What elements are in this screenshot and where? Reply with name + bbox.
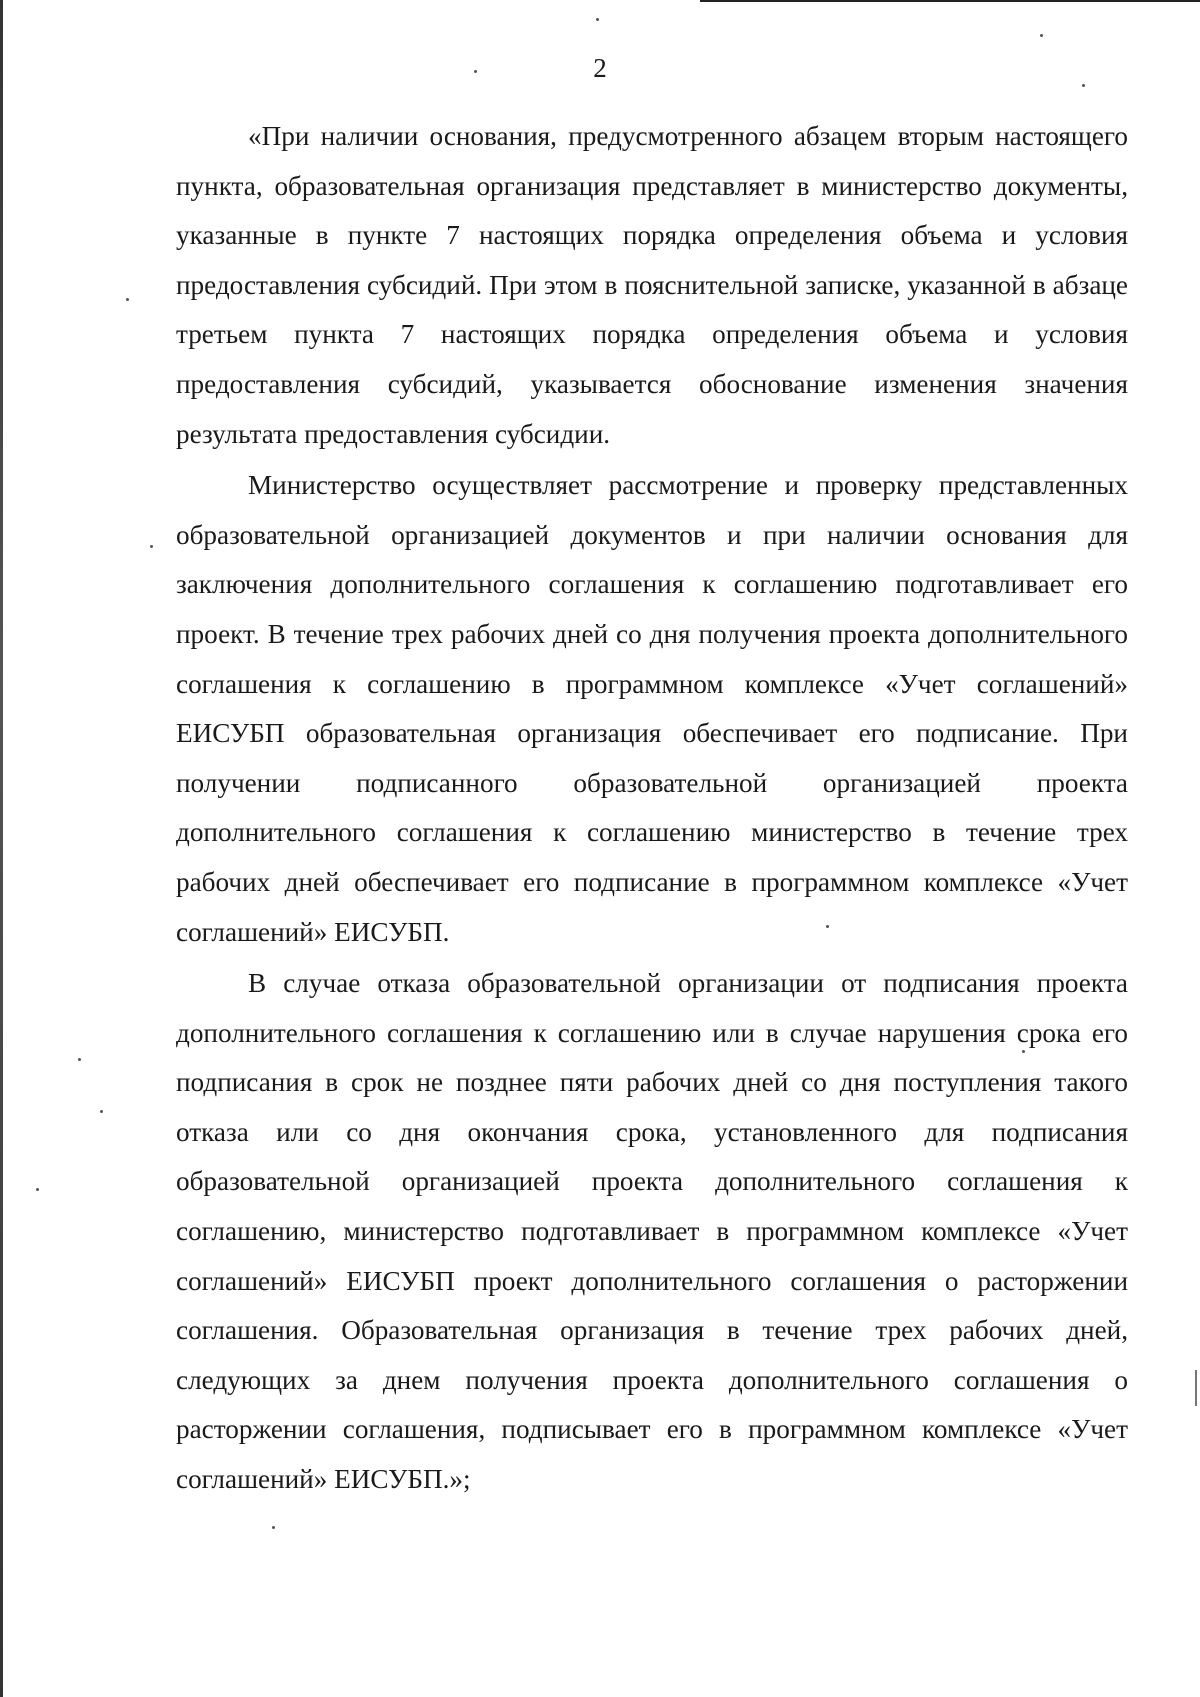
scan-speck — [596, 18, 599, 21]
document-body — [176, 112, 1128, 1507]
paragraph-2: Министерство осуществляет рассмотрение и проверку представленных образовательной организацией документов и при наличии основания для заключения дополнительного соглашения к соглашению подготавливает его проект. В течение трех рабочих дней со дня получения проекта дополнительного соглашения к соглашению в программном комплексе «Учет соглашений» ЕИСУБП образовательная организация обеспечивает его подписание. При получении подписанного образовательной организацией проекта дополнительного соглашения к соглашению министерство в течение трех рабочих дней обеспечивает его подписание в программном комплексе «Учет соглашений» ЕИСУБП. — [176, 470, 1128, 947]
scan-speck — [1040, 34, 1043, 37]
scan-speck — [126, 298, 129, 301]
scan-speck — [826, 925, 829, 928]
scan-speck — [150, 545, 153, 548]
scan-speck — [272, 1526, 275, 1529]
scan-speck — [1082, 84, 1085, 87]
scan-edge-top — [700, 0, 1200, 2]
paragraph-1: «При наличии основания, предусмотренного абзацем вторым настоящего пункта, образовательная организация представляет в министерство документы, указанные в пункте 7 настоящих порядка определения объема и условия предоставления субсидий. При этом в пояснительной записке, указанной в абзаце третьем пункта 7 настоящих порядка определения объема и условия предоставления субсидий, указывается обоснование изменения значения результата предоставления субсидии. — [176, 121, 1128, 449]
scan-speck — [78, 1058, 81, 1061]
scan-speck — [474, 70, 477, 73]
scan-edge-left — [0, 0, 3, 1697]
scan-edge-right-mark — [1195, 1370, 1197, 1406]
page-number: 2 — [593, 53, 607, 83]
scan-speck — [1022, 1050, 1025, 1053]
scan-speck — [36, 1188, 39, 1191]
paragraph-3: В случае отказа образовательной организации от подписания проекта дополнительного соглашения к соглашению или в случае нарушения срока его подписания в срок не позднее пяти рабочих дней со дня поступления такого отказа или со дня окончания срока, установленного для подписания образовательной организацией проекта дополнительного соглашения к соглашению, министерство подготавливает в программном комплексе «Учет соглашений» ЕИСУБП проект дополнительного соглашения о расторжении соглашения. Образовательная организация в течение трех рабочих дней, следующих за днем получения проекта дополнительного соглашения о расторжении соглашения, подписывает его в программном комплексе «Учет соглашений» ЕИСУБП.»; — [176, 968, 1128, 1495]
scan-speck — [100, 1110, 103, 1113]
